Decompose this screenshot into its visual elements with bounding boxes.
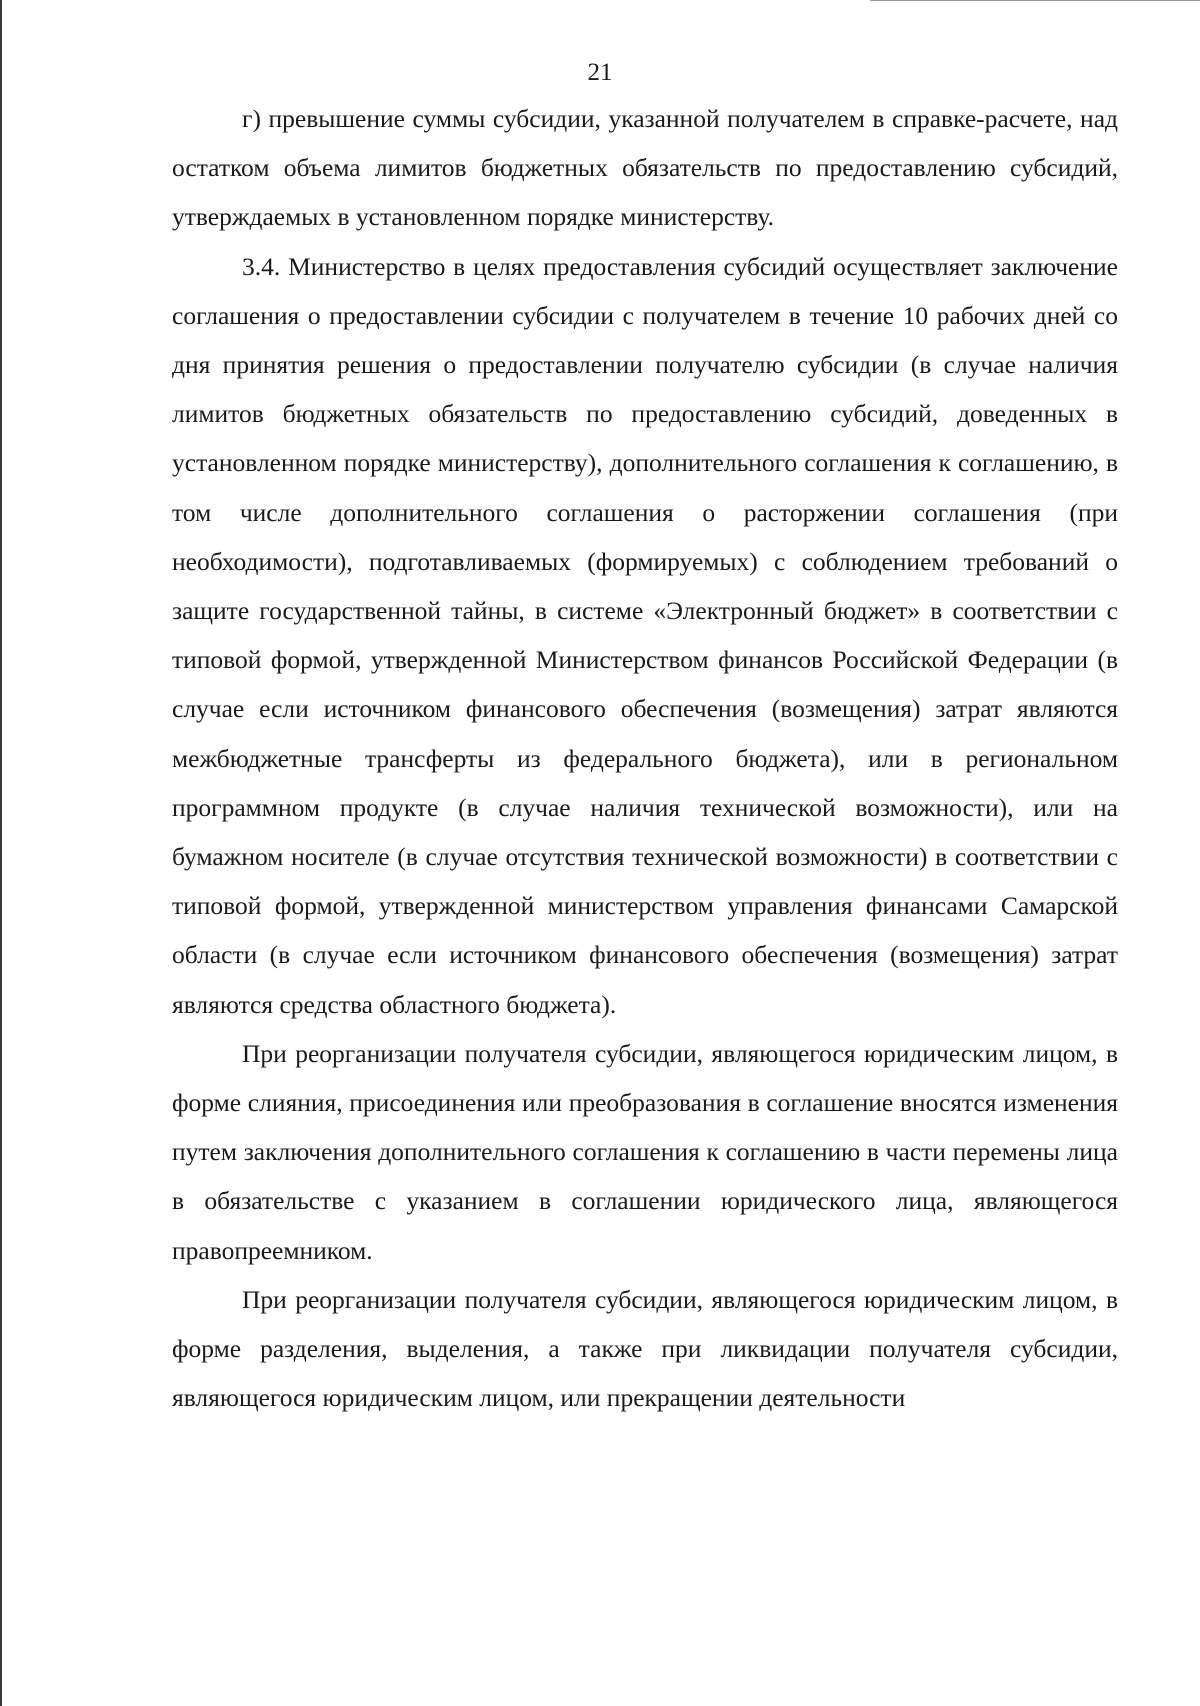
paragraph-3-4: 3.4. Министерство в целях предоставления субсидий осуществляет заключение соглашения о предоставлении субсидии с получателем в течение 10 рабочих дней со дня принятия решения о предоставлении получателю субсидии (в случае наличия лимитов бюджетных обязательств по предоставлению субсидий, доведенных в установленном порядке министерству), дополнительного соглашения к соглашению, в том числе дополнительного соглашения о расторжении соглашения (при необходимости), подготавливаемых (формируемых) с соблюдением требований о защите государственной тайны, в системе «Электронный бюджет» в соответствии с типовой формой, утвержденной Министерством финансов Российской Федерации (в случае если источником финансового обеспечения (возмещения) затрат являются межбюджетные трансферты из федерального бюджета), или в региональном программном продукте (в случае наличия технической возможности), или на бумажном носителе (в случае отсутствия технической возможности) в соответствии с типовой формой, утвержденной министерством управления финансами Самарской области (в случае если источником финансового обеспечения (возмещения) затрат являются средства областного бюджета). — [172, 251, 1118, 1019]
paragraph-g: г) превышение суммы субсидии, указанной получателем в справке-расчете, над остатком объема лимитов бюджетных обязательств по предоставлению субсидий, утверждаемых в установленном порядке министерству. — [172, 104, 1118, 232]
scan-edge-left — [0, 0, 2, 1706]
page-number: 21 — [587, 59, 613, 86]
scan-edge-top — [870, 0, 1200, 1]
paragraph-reorganization-merger: При реорганизации получателя субсидии, являющегося юридическим лицом, в форме слияния, присоединения или преобразования в соглашение вносятся изменения путем заключения дополнительного соглашения к соглашению в части перемены лица в обязательстве с указанием в соглашении юридического лица, являющегося правопреемником. — [172, 1038, 1118, 1265]
paragraph-reorganization-division: При реорганизации получателя субсидии, являющегося юридическим лицом, в форме разделения, выделения, а также при ликвидации получателя субсидии, являющегося юридическим лицом, или прекращении деятельности — [172, 1284, 1118, 1413]
body-text — [172, 94, 1118, 1422]
